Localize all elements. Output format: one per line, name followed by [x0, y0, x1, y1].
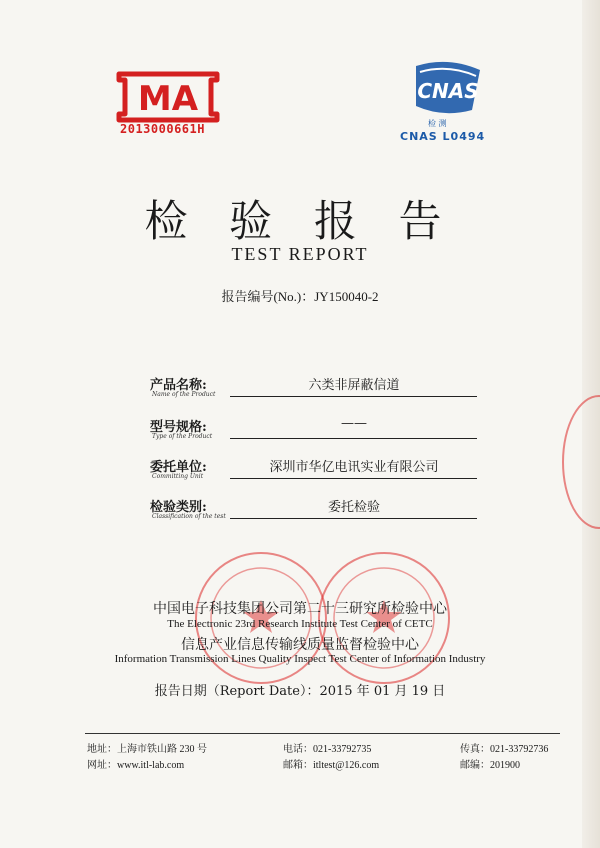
org-name-cn-2: 信息产业信息传输线质量监督检验中心	[181, 637, 419, 653]
footer-website[interactable]: 网址：www.itl-lab.com	[87, 760, 185, 771]
committing-unit-label: 委托单位:	[150, 460, 207, 475]
org-name-en-2: Information Transmission Lines Quality Inspect Test Center of Information Industry	[114, 653, 486, 665]
model-spec-underline	[230, 438, 477, 439]
footer-fax: 传真：021-33792736	[460, 744, 549, 755]
cma-logo-text: MA	[137, 79, 199, 119]
report-title-cn: 检 验 报 告	[144, 197, 456, 247]
product-name-underline	[230, 396, 477, 397]
product-name-value: 六类非屏蔽信道	[308, 378, 400, 393]
product-name-label-en: Name of the Product	[152, 391, 216, 398]
footer-postcode: 邮编：201900	[460, 760, 520, 771]
model-spec-label: 型号规格:	[150, 420, 207, 435]
footer-email[interactable]: 邮箱：itltest@126.com	[283, 760, 380, 771]
cnas-logo-text: CNAS	[417, 79, 479, 103]
committing-unit-underline	[230, 478, 477, 479]
side-seal-partial	[562, 395, 600, 529]
footer-phone: 电话：021-33792735	[283, 744, 372, 755]
cma-cert-number: 2013000661H	[120, 122, 205, 136]
test-class-value: 委托检验	[327, 500, 380, 515]
cnas-number: CNAS L0494	[400, 130, 486, 143]
report-title-en: TEST REPORT	[231, 244, 369, 264]
committing-unit-value: 深圳市华亿电讯实业有限公司	[269, 460, 439, 475]
org-name-cn-1: 中国电子科技集团公司第二十三研究所检验中心	[153, 601, 447, 617]
test-class-label-en: Classification of the test	[152, 513, 226, 520]
product-name-label: 产品名称:	[150, 378, 207, 393]
footer-divider	[85, 733, 560, 734]
model-spec-label-en: Type of the Product	[152, 433, 213, 440]
footer-address: 地址：上海市铁山路 230 号	[87, 744, 207, 755]
test-class-underline	[230, 518, 477, 519]
cnas-sub-label: 检 测	[428, 119, 447, 128]
committing-unit-label-en: Committing Unit	[152, 473, 204, 480]
org-name-en-1: The Electronic 23rd Research Institute Test Center of CETC	[167, 618, 433, 630]
test-class-label: 检验类别:	[150, 500, 207, 515]
cnas-logo	[398, 58, 498, 130]
model-spec-value: ——	[341, 416, 367, 431]
report-date: 报告日期（Report Date）：2015 年 01 月 19 日	[154, 684, 446, 699]
report-number: 报告编号(No.)：JY150040-2	[221, 289, 379, 304]
